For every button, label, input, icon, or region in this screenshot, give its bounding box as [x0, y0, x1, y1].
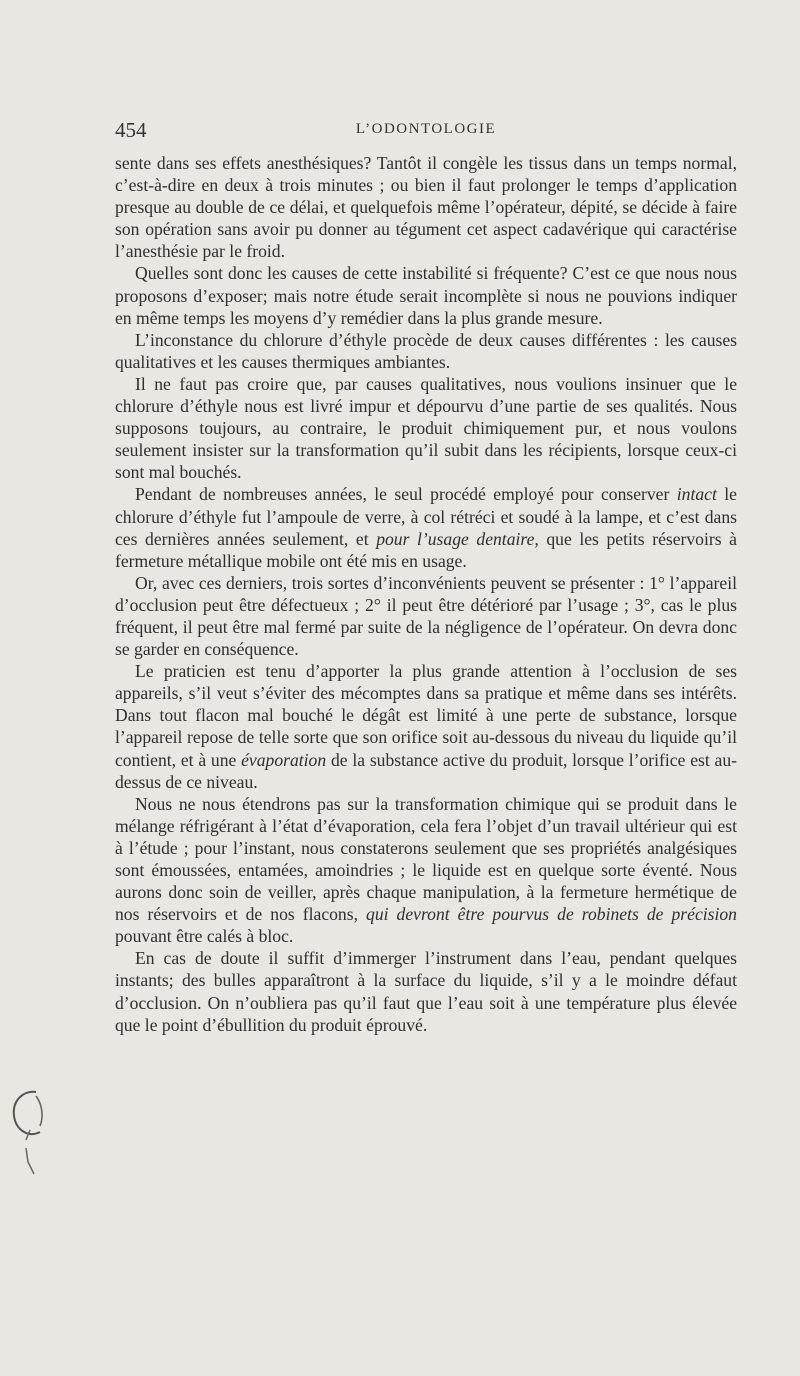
text-run: Il ne faut pas croire que, par causes qualitatives, nous voulions insinuer que le chlorure d’éthyle nous est livré impur et dépourvu d’une partie de ses qualités. Nous supposons toujours, au contraire, le produit chimiquement pur, et nous voulons seulement insister sur la transformation qu’il subit dans les récipients, lorsque ceux-ci sont mal bouchés.	[115, 373, 737, 483]
text-run: de la substance active du produit, lorsque l’orifice est au-dessus de ce niveau.	[115, 749, 737, 792]
text-run: En cas de doute il suffit d’immerger l’instrument dans l’eau, pendant quelques instants; des bulles apparaîtront à la surface du liquide, s’il y a le moindre défaut d’occlusion. On n’oubliera pas qu’il faut que l’eau soit à une température plus élevée que le point d’ébullition du produit éprouvé.	[115, 948, 737, 1035]
text-run: que les petits réservoirs à fermeture métallique mobile ont été mis en usage.	[115, 528, 737, 571]
text-run: Nous ne nous étendrons pas sur la transformation chimique qui se produit dans le mélange réfrigérant à l’état d’évaporation, cela fera l’objet d’un travail ultérieur qui est à l’étude ; pour l’instant, nous constaterons seulement que ses propriétés analgésiques sont émoussées, entamées, amoindries ; le liquide est en quelque sorte éventé. Nous aurons donc soin de veiller, après chaque manipulation, à la fermeture hermétique de nos réservoirs et de nos flacons,	[115, 793, 737, 925]
text-run: L’inconstance du chlorure d’éthyle procède de deux causes différentes : les causes qualitatives et les causes thermiques ambiantes.	[115, 329, 737, 372]
paragraph	[115, 572, 737, 660]
italic-text: qui devront être pourvus de robinets de précision	[366, 904, 737, 925]
body-text	[115, 152, 737, 1036]
text-run: Le praticien est tenu d’apporter la plus grande attention à l’occlusion de ses appareils, s’il veut s’éviter des mécomptes dans sa pratique et même dans ses intérêts. Dans tout flacon mal bouché le dégât est limité à une perte de substance, lorsque l’appareil repose de telle sorte que son orifice soit au-dessous du niveau du liquide qu’il contient, et à une	[115, 661, 737, 770]
paragraph	[115, 483, 737, 571]
text-run: Quelles sont donc les causes de cette instabilité si fréquente? C’est ce que nous nous proposons d’exposer; mais notre étude serait incomplète si nous ne pouvions indiquer en même temps les moyens d’y remédier dans la plus grande mesure.	[115, 263, 737, 328]
italic-text: intact	[676, 484, 717, 505]
margin-pencil-mark	[22, 1128, 38, 1178]
text-run: pouvant être calés à bloc.	[115, 926, 294, 947]
paragraph	[115, 947, 737, 1035]
paragraph	[115, 373, 737, 483]
italic-text: pour l’usage dentaire,	[376, 528, 539, 549]
paragraph	[115, 660, 737, 793]
paragraph	[115, 793, 737, 948]
paragraph	[115, 329, 737, 373]
text-run: Pendant de nombreuses années, le seul procédé employé pour conserver	[135, 484, 677, 505]
text-run: sente dans ses effets anesthésiques? Tantôt il congèle les tissus dans un temps normal, c’est-à-dire en deux à trois minutes ; ou bien il faut prolonger le temps d’application presque au double de ce délai, et quelquefois même l’opérateur, dépité, se décide à faire son opération sans avoir pu donner au tégument cet aspect cadavérique qui caractérise l’anesthésie par le froid.	[115, 153, 737, 262]
text-run: Or, avec ces derniers, trois sortes d’inconvénients peuvent se présenter : 1° l’appareil d’occlusion peut être défectueux ; 2° il peut être détérioré par l’usage ; 3°, cas le plus fréquent, il peut être mal fermé par suite de la négligence de l’opérateur. On devra donc se garder en conséquence.	[115, 572, 737, 660]
paragraph	[115, 152, 737, 262]
page-header	[115, 118, 737, 148]
paragraph	[115, 262, 737, 328]
italic-text: évaporation	[241, 749, 327, 770]
running-title: L’ODONTOLOGIE	[355, 121, 497, 137]
text-run: le chlorure d’éthyle fut l’ampoule de verre, à col rétréci et soudé à la lampe, et c’est dans ces dernières années seulement, et	[115, 484, 737, 549]
page-number: 454	[115, 118, 147, 142]
